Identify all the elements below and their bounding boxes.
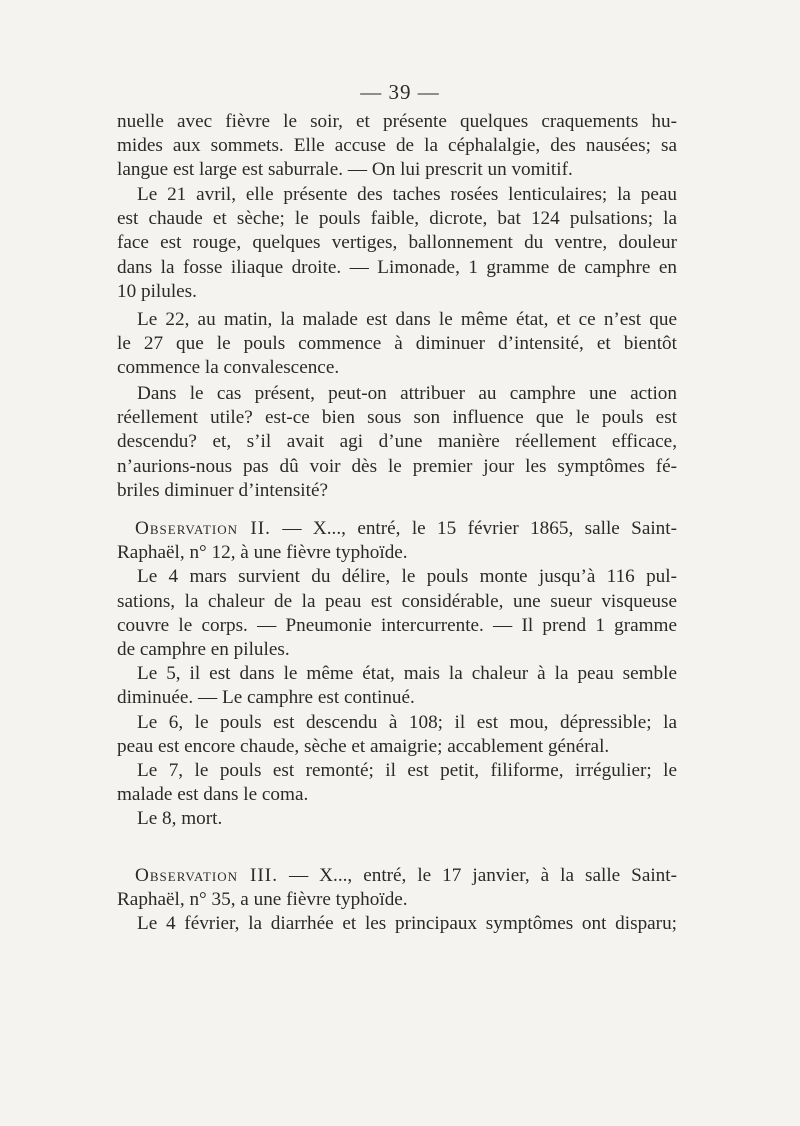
- observation-heading-text: — X..., entré, le 17 janvier, à la salle Saint-: [278, 865, 677, 886]
- text-line: Le 8, mort.: [137, 808, 223, 830]
- text-line: mides aux sommets. Elle accuse de la céphalalgie, des nausées; sa: [117, 135, 677, 157]
- text-line: nuelle avec fièvre le soir, et présente quelques craquements hu-: [117, 111, 677, 132]
- text-line: couvre le corps. — Pneumonie intercurrente. — Il prend 1 gramme: [117, 614, 677, 636]
- paragraph-april-22: [117, 308, 677, 381]
- paragraph-continuation: [117, 110, 677, 183]
- observation-title: Observation II.: [135, 518, 271, 539]
- paragraph-discussion: [117, 382, 677, 503]
- text-line: Le 21 avril, elle présente des taches rosées lenticulaires; la peau: [137, 184, 677, 205]
- observation-title: Observation III.: [135, 865, 278, 886]
- observation-3: [117, 864, 677, 937]
- page-number: — 39 —: [360, 80, 440, 104]
- text-line: est chaude et sèche; le pouls faible, dicrote, bat 124 pulsations; la: [117, 208, 677, 230]
- text-line: Le 5, il est dans le même état, mais la chaleur à la peau semble: [137, 663, 677, 685]
- observation-heading: [117, 517, 677, 541]
- text-line: sations, la chaleur de la peau est considérable, une sueur visqueuse: [117, 590, 677, 612]
- text-line: dans la fosse iliaque droite. — Limonade, 1 gramme de camphre en: [117, 256, 677, 278]
- text-line: Le 7, le pouls est remonté; il est petit, filiforme, irrégulier; le: [137, 759, 677, 781]
- text-line: peau est encore chaude, sèche et amaigrie; accablement général.: [117, 735, 610, 757]
- text-line: Dans le cas présent, peut-on attribuer au camphre une action: [137, 383, 677, 404]
- observation-heading-text: — X..., entré, le 15 février 1865, salle Saint-: [270, 518, 677, 539]
- observation-2: [117, 517, 677, 831]
- observation-heading: [117, 864, 677, 888]
- text-line: Le 4 mars survient du délire, le pouls monte jusqu’à 116 pul-: [137, 566, 677, 588]
- text-line: de camphre en pilules.: [117, 638, 290, 660]
- text-line: Le 22, au matin, la malade est dans le même état, et ce n’est que: [137, 309, 677, 330]
- text-line: descendu? et, s’il avait agi d’une manière réellement efficace,: [117, 431, 677, 453]
- text-line: Raphaël, n° 12, à une fièvre typhoïde.: [117, 542, 408, 564]
- text-line: face est rouge, quelques vertiges, ballonnement du ventre, douleur: [117, 232, 677, 254]
- text-line: le 27 que le pouls commence à diminuer d’intensité, et bientôt: [117, 333, 677, 355]
- text-line: n’aurions-nous pas dû voir dès le premier jour les symptômes fé-: [117, 455, 677, 477]
- text-line: Le 6, le pouls est descendu à 108; il est mou, dépressible; la: [137, 711, 677, 733]
- text-line: 10 pilules.: [117, 280, 197, 302]
- text-line: commence la convalescence.: [117, 357, 340, 379]
- text-line: briles diminuer d’intensité?: [117, 479, 329, 501]
- text-line: Raphaël, n° 35, a une fièvre typhoïde.: [117, 889, 408, 911]
- paragraph-april-21: [117, 183, 677, 304]
- text-line: langue est large est saburrale. — On lui prescrit un vomitif.: [117, 159, 573, 181]
- text-line: malade est dans le coma.: [117, 784, 309, 806]
- text-line: Le 4 février, la diarrhée et les principaux symptômes ont disparu;: [137, 913, 677, 935]
- text-line: réellement utile? est-ce bien sous son influence que le pouls est: [117, 407, 677, 429]
- text-line: diminuée. — Le camphre est continué.: [117, 687, 415, 709]
